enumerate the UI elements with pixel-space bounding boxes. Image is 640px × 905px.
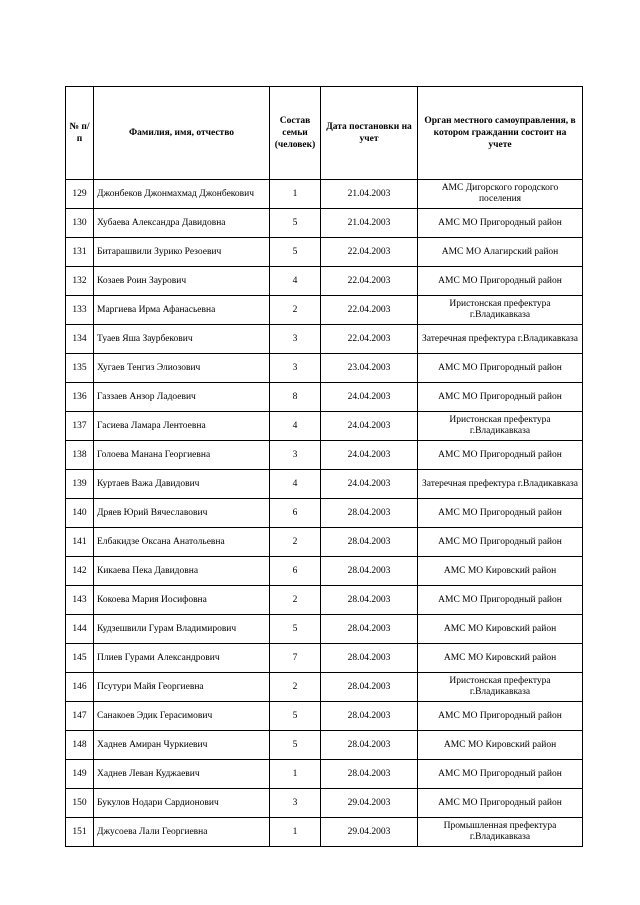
cell-family-size: 3	[270, 325, 321, 354]
cell-family-size: 4	[270, 267, 321, 296]
cell-registration-date: 28.04.2003	[321, 499, 418, 528]
cell-family-size: 6	[270, 557, 321, 586]
table-row	[66, 644, 583, 673]
table-header-row	[66, 87, 583, 180]
table-row	[66, 296, 583, 325]
cell-full-name: Хугаев Тенгиз Элиозович	[94, 354, 270, 383]
cell-number: 148	[66, 731, 94, 760]
cell-family-size: 7	[270, 644, 321, 673]
cell-number: 132	[66, 267, 94, 296]
cell-full-name: Кикаева Пека Давидовна	[94, 557, 270, 586]
cell-authority: Промышленная префектура г.Владикавказа	[418, 818, 583, 847]
cell-authority: АМС МО Пригородный район	[418, 383, 583, 412]
table-body	[66, 180, 583, 847]
cell-authority: АМС МО Пригородный район	[418, 499, 583, 528]
cell-full-name: Дряев Юрий Вячеславович	[94, 499, 270, 528]
cell-full-name: Кокоева Мария Иосифовна	[94, 586, 270, 615]
cell-registration-date: 28.04.2003	[321, 615, 418, 644]
cell-full-name: Джонбеков Джонмахмад Джонбекович	[94, 180, 270, 209]
cell-family-size: 5	[270, 702, 321, 731]
cell-family-size: 5	[270, 238, 321, 267]
cell-registration-date: 28.04.2003	[321, 557, 418, 586]
cell-number: 143	[66, 586, 94, 615]
table-row	[66, 180, 583, 209]
cell-registration-date: 24.04.2003	[321, 383, 418, 412]
cell-authority: Затеречная префектура г.Владикавказа	[418, 325, 583, 354]
table-row	[66, 238, 583, 267]
table-row	[66, 528, 583, 557]
cell-number: 138	[66, 441, 94, 470]
cell-registration-date: 28.04.2003	[321, 586, 418, 615]
cell-number: 149	[66, 760, 94, 789]
table-row	[66, 789, 583, 818]
table-row	[66, 818, 583, 847]
cell-number: 145	[66, 644, 94, 673]
cell-full-name: Елбакидзе Оксана Анатольевна	[94, 528, 270, 557]
table-row	[66, 760, 583, 789]
cell-registration-date: 24.04.2003	[321, 412, 418, 441]
cell-number: 144	[66, 615, 94, 644]
cell-family-size: 6	[270, 499, 321, 528]
header-number: № п/п	[66, 87, 94, 180]
cell-full-name: Козаев Роин Заурович	[94, 267, 270, 296]
cell-number: 137	[66, 412, 94, 441]
cell-registration-date: 22.04.2003	[321, 325, 418, 354]
cell-full-name: Санакоев Эдик Герасимович	[94, 702, 270, 731]
cell-authority: Иристонская префектура г.Владикавказа	[418, 296, 583, 325]
table-row	[66, 412, 583, 441]
cell-authority: АМС МО Пригородный район	[418, 789, 583, 818]
cell-number: 134	[66, 325, 94, 354]
cell-family-size: 1	[270, 818, 321, 847]
cell-number: 140	[66, 499, 94, 528]
cell-full-name: Хаднев Леван Куджаевич	[94, 760, 270, 789]
cell-family-size: 3	[270, 441, 321, 470]
cell-authority: АМС МО Кировский район	[418, 615, 583, 644]
cell-family-size: 8	[270, 383, 321, 412]
cell-full-name: Букулов Нодари Сардионович	[94, 789, 270, 818]
cell-number: 131	[66, 238, 94, 267]
table-row	[66, 499, 583, 528]
header-full-name: Фамилия, имя, отчество	[94, 87, 270, 180]
cell-full-name: Битарашвили Зурико Резоевич	[94, 238, 270, 267]
cell-registration-date: 28.04.2003	[321, 644, 418, 673]
cell-family-size: 3	[270, 354, 321, 383]
table-row	[66, 702, 583, 731]
table-row	[66, 325, 583, 354]
cell-family-size: 4	[270, 470, 321, 499]
table-row	[66, 615, 583, 644]
cell-family-size: 2	[270, 586, 321, 615]
cell-full-name: Куртаев Важа Давидович	[94, 470, 270, 499]
cell-number: 133	[66, 296, 94, 325]
cell-authority: АМС МО Пригородный район	[418, 586, 583, 615]
table-row	[66, 731, 583, 760]
cell-authority: Иристонская префектура г.Владикавказа	[418, 673, 583, 702]
registry-table	[65, 86, 583, 847]
cell-family-size: 1	[270, 760, 321, 789]
cell-authority: АМС МО Пригородный район	[418, 702, 583, 731]
cell-full-name: Хаднев Амиран Чуркиевич	[94, 731, 270, 760]
header-authority: Орган местного самоуправления, в котором граждании состоит на учете	[418, 87, 583, 180]
cell-family-size: 2	[270, 673, 321, 702]
cell-authority: АМС МО Пригородный район	[418, 354, 583, 383]
cell-number: 151	[66, 818, 94, 847]
cell-registration-date: 28.04.2003	[321, 673, 418, 702]
cell-authority: АМС МО Кировский район	[418, 644, 583, 673]
cell-registration-date: 21.04.2003	[321, 209, 418, 238]
cell-full-name: Псутури Майя Георгиевна	[94, 673, 270, 702]
cell-registration-date: 28.04.2003	[321, 731, 418, 760]
cell-authority: АМС МО Пригородный район	[418, 528, 583, 557]
header-registration-date: Дата постановки на учет	[321, 87, 418, 180]
cell-family-size: 2	[270, 528, 321, 557]
cell-registration-date: 24.04.2003	[321, 470, 418, 499]
cell-number: 147	[66, 702, 94, 731]
table-row	[66, 557, 583, 586]
cell-full-name: Туаев Яша Заурбекович	[94, 325, 270, 354]
cell-family-size: 3	[270, 789, 321, 818]
cell-number: 130	[66, 209, 94, 238]
cell-authority: АМС МО Пригородный район	[418, 267, 583, 296]
table-row	[66, 267, 583, 296]
cell-registration-date: 22.04.2003	[321, 267, 418, 296]
cell-authority: АМС МО Кировский район	[418, 557, 583, 586]
cell-number: 129	[66, 180, 94, 209]
cell-full-name: Газзаев Анзор Ладоевич	[94, 383, 270, 412]
cell-authority: АМС Дигорского городского поселения	[418, 180, 583, 209]
cell-registration-date: 22.04.2003	[321, 296, 418, 325]
registry-table-container	[65, 86, 582, 847]
cell-registration-date: 24.04.2003	[321, 441, 418, 470]
cell-registration-date: 23.04.2003	[321, 354, 418, 383]
cell-authority: Затеречная префектура г.Владикавказа	[418, 470, 583, 499]
cell-number: 142	[66, 557, 94, 586]
cell-number: 139	[66, 470, 94, 499]
cell-family-size: 2	[270, 296, 321, 325]
cell-full-name: Джусоева Лали Георгиевна	[94, 818, 270, 847]
cell-number: 141	[66, 528, 94, 557]
cell-family-size: 5	[270, 615, 321, 644]
cell-full-name: Хубаева Александра Давидовна	[94, 209, 270, 238]
table-row	[66, 470, 583, 499]
cell-registration-date: 21.04.2003	[321, 180, 418, 209]
table-row	[66, 383, 583, 412]
cell-family-size: 1	[270, 180, 321, 209]
header-family-size: Состав семьи (человек)	[270, 87, 321, 180]
cell-authority: АМС МО Пригородный район	[418, 441, 583, 470]
cell-authority: АМС МО Пригородный район	[418, 209, 583, 238]
cell-number: 136	[66, 383, 94, 412]
cell-full-name: Плиев Гурами Александрович	[94, 644, 270, 673]
cell-registration-date: 22.04.2003	[321, 238, 418, 267]
table-row	[66, 441, 583, 470]
cell-authority: АМС МО Кировский район	[418, 731, 583, 760]
cell-registration-date: 28.04.2003	[321, 528, 418, 557]
cell-full-name: Голоева Манана Георгиевна	[94, 441, 270, 470]
cell-family-size: 4	[270, 412, 321, 441]
cell-full-name: Гасиева Ламара Лентоевна	[94, 412, 270, 441]
cell-family-size: 5	[270, 209, 321, 238]
table-row	[66, 586, 583, 615]
cell-number: 146	[66, 673, 94, 702]
table-row	[66, 673, 583, 702]
cell-authority: АМС МО Пригородный район	[418, 760, 583, 789]
cell-full-name: Кудзешвили Гурам Владимирович	[94, 615, 270, 644]
cell-number: 150	[66, 789, 94, 818]
cell-registration-date: 29.04.2003	[321, 818, 418, 847]
table-row	[66, 354, 583, 383]
cell-registration-date: 28.04.2003	[321, 760, 418, 789]
cell-registration-date: 28.04.2003	[321, 702, 418, 731]
cell-authority: Иристонская префектура г.Владикавказа	[418, 412, 583, 441]
cell-number: 135	[66, 354, 94, 383]
cell-registration-date: 29.04.2003	[321, 789, 418, 818]
table-row	[66, 209, 583, 238]
cell-family-size: 5	[270, 731, 321, 760]
cell-full-name: Маргиева Ирма Афанасьевна	[94, 296, 270, 325]
cell-authority: АМС МО Алагирский район	[418, 238, 583, 267]
